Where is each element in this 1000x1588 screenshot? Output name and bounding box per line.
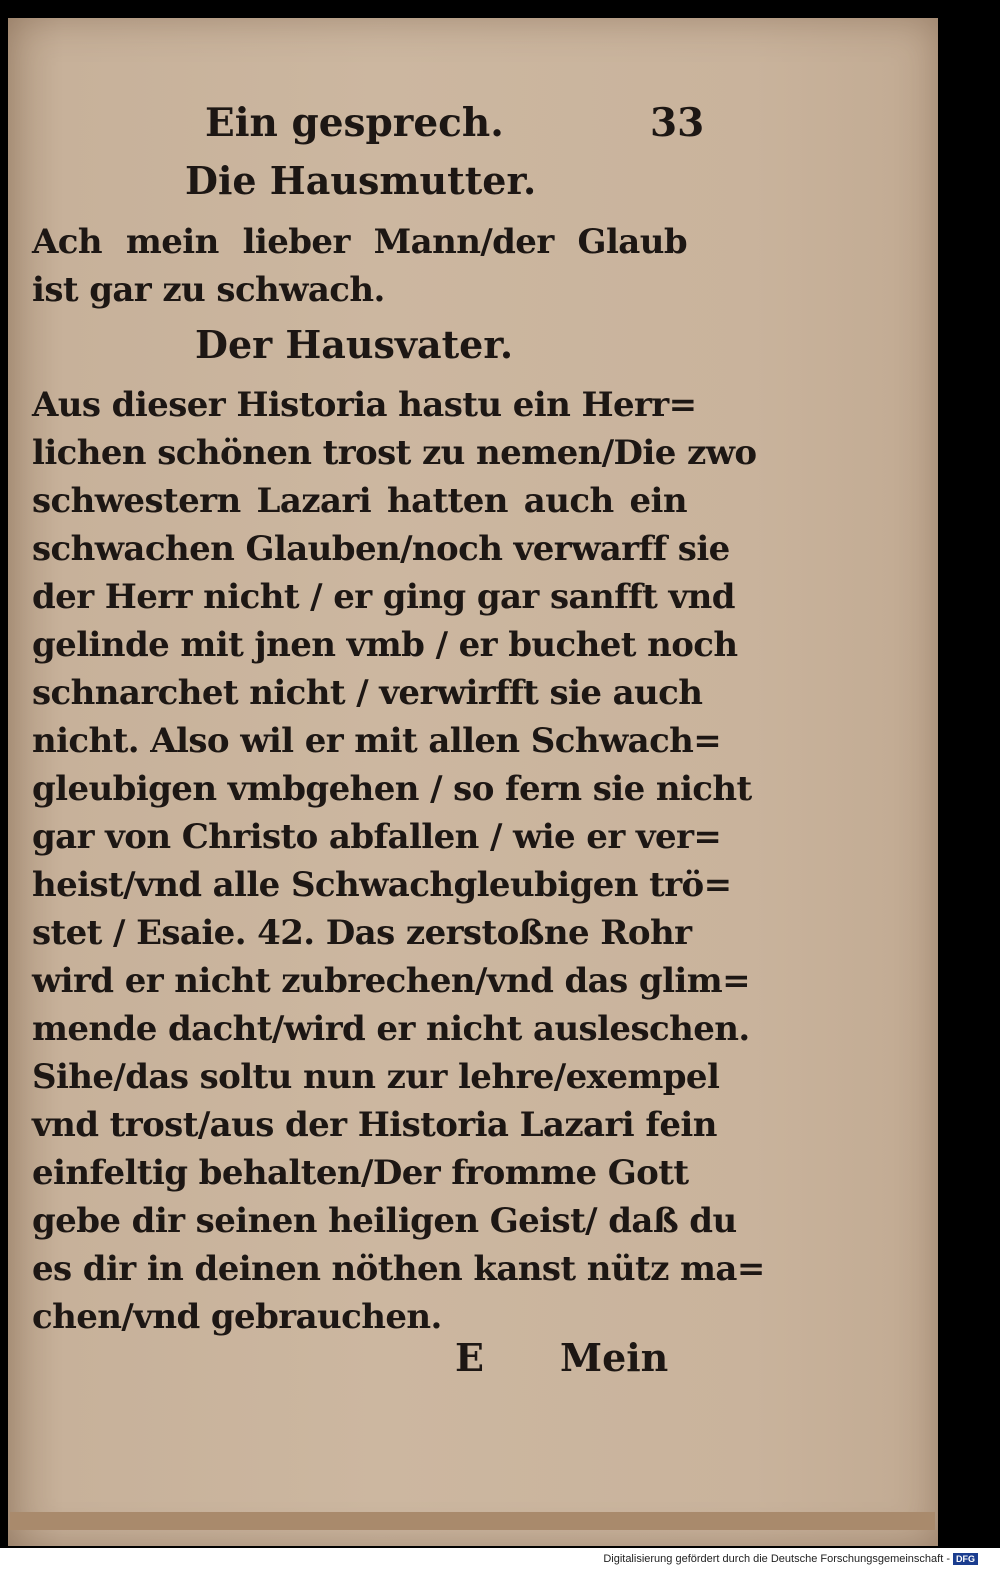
text-line: gar von Christo abfallen / wie er ver= <box>32 817 722 857</box>
text-line: wird er nicht zubrechen/vnd das glim= <box>32 961 750 1001</box>
text-line: einfeltig behalten/Der fromme Gott <box>32 1153 689 1193</box>
page-edge <box>10 1512 935 1530</box>
signature-mark: E <box>455 1335 484 1380</box>
text-line: stet / Esaie. 42. Das zerstoßne Rohr <box>32 913 692 953</box>
text-line: gebe dir seinen heiligen Geist/ daß du <box>32 1201 737 1241</box>
text-line: es dir in deinen nöthen kanst nütz ma= <box>32 1249 765 1289</box>
text-line: lichen schönen trost zu nemen/Die zwo <box>32 433 757 473</box>
text-line: mende dacht/wird er nicht ausleschen. <box>32 1009 750 1049</box>
running-title: Ein gesprech. <box>205 100 504 146</box>
text-line: der Herr nicht / er ging gar sanfft vnd <box>32 577 735 617</box>
page-number: 33 <box>650 100 705 146</box>
text-line: vnd trost/aus der Historia Lazari fein <box>32 1105 717 1145</box>
funding-footer <box>603 1553 978 1565</box>
text-line: heist/vnd alle Schwachgleubigen trö= <box>32 865 732 905</box>
text-line: Aus dieser Historia hastu ein Herr= <box>32 385 697 425</box>
text-line: gelinde mit jnen vmb / er buchet noch <box>32 625 738 665</box>
text-line: ist gar zu schwach. <box>32 270 385 310</box>
catchword: Mein <box>560 1335 669 1380</box>
footer-text: Digitalisierung gefördert durch die Deutsche Forschungsgemeinschaft - <box>603 1553 950 1565</box>
text-line: schwestern Lazari hatten auch ein <box>32 481 687 521</box>
text-line: chen/vnd gebrauchen. <box>32 1297 442 1337</box>
speaker-heading-hausvater: Der Hausvater. <box>195 322 514 367</box>
text-line: schnarchet nicht / verwirfft sie auch <box>32 673 703 713</box>
text-line: Ach mein lieber Mann/der Glaub <box>32 222 687 262</box>
dfg-logo: DFG <box>953 1553 978 1565</box>
text-line: Sihe/das soltu nun zur lehre/exempel <box>32 1057 720 1097</box>
text-line: nicht. Also wil er mit allen Schwach= <box>32 721 722 761</box>
speaker-heading-hausmutter: Die Hausmutter. <box>185 158 537 203</box>
text-line: schwachen Glauben/noch verwarff sie <box>32 529 730 569</box>
text-line: gleubigen vmbgehen / so fern sie nicht <box>32 769 752 809</box>
